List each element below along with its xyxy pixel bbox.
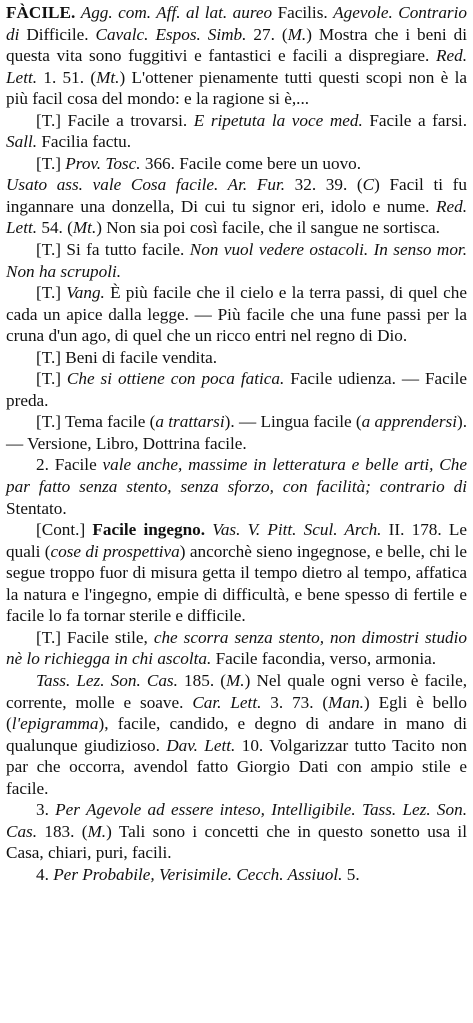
- entry-sense-3: 3. Per Agevole ad essere inteso, Intelligibile. Tass. Lez. Son. Cas. 183. (M.) Tali sono i concetti che in questo sonetto usa il Casa, chiari, puri, facili.: [6, 800, 468, 863]
- entry-subsense: [T.] Vang. È più facile che il cielo e la terra passi, di quel che cada un apice dalla legge. — Più facile che una fune passi per la cruna d'un ago, di quel che un ricco entri nel regno di Dio.: [6, 283, 468, 346]
- citation: Vang.: [66, 283, 105, 303]
- headword: FÀCILE.: [6, 3, 76, 22]
- entry-subsense: [T.] Prov. Tosc. 366. Facile come bere un uovo.: [36, 153, 362, 173]
- entry-sense-4: 4. Per Probabile, Verisimile. Cecch. Assiuol. 5.: [36, 864, 360, 884]
- entry-definition: FÀCILE. Agg. com. Aff. al lat. aureo Facilis. Agevole. Contrario di Difficile. Cavalc. Espos. Simb. 27. (M.) Mostra che i beni di questa vita sono fuggitivi e fantastici e facili a dispregiare. Red. Lett. 1. 51. (Mt.) L'ottener pienamente tutti questi scopi non è la più facil cosa del mondo: e la ragione si è,...: [6, 3, 467, 109]
- entry-subsense: [T.] Che si ottiene con poca fatica. Facile udienza. — Facile preda.: [6, 369, 467, 410]
- entry-subsense: [T.] Si fa tutto facile. Non vuol vedere ostacoli. In senso mor. Non ha scrupoli.: [6, 240, 468, 281]
- citation: Prov. Tosc.: [65, 153, 141, 173]
- citation: Vas. V. Pitt. Scul. Arch.: [212, 520, 382, 540]
- entry-subsense: Usato ass. vale Cosa facile. Ar. Fur. 32. 39. (C) Facil ti fu ingannare una donzella, Di cui tu signor eri, idolo e nume. Red. Lett. 54. (Mt.) Non sia poi così facile, che il sangue ne sortisca.: [6, 175, 467, 238]
- entry-subsense: [T.] Beni di facile vendita.: [36, 347, 218, 367]
- entry-subsense: [T.] Facile stile, che scorra senza stento, non dimostri studio nè lo richiegga in chi ascolta. Facile facondia, verso, armonia.: [6, 627, 467, 669]
- entry-sense-2: 2. Facile vale anche, massime in letteratura e belle arti, Che par fatto senza stento, senza sforzo, con facilità; contrario di Stentato.: [6, 455, 467, 518]
- citation: Red. Lett.: [6, 196, 467, 238]
- citation: Tass. Lez. Son. Cas.: [36, 670, 178, 690]
- citation: Car. Lett.: [192, 692, 262, 712]
- entry-subsense: Tass. Lez. Son. Cas. 185. (M.) Nel quale ogni verso è facile, corrente, molle e soave. Car. Lett. 3. 73. (Man.) Egli è bello (l'epigramma), facile, candido, e degno di andare in mano di qualunque giudizioso. Dav. Lett. 10. Volgarizzar tutto Tacito non par che occorra, avendol fatto Giorgio Dati con ampio stile e facile.: [6, 670, 468, 798]
- entry-subsense: [Cont.] Facile ingegno. Vas. V. Pitt. Scul. Arch. II. 178. Le quali (cose di prospettiva) ancorchè sieno ingegnose, e belle, chi le segue troppo fuor di misura getta il tempo dietro al tempo, affatica la natura e l'ingegno, empie di difficultà, e bene spesso di fertile e facile lo fa tornar sterile e difficile.: [6, 520, 468, 626]
- entry-subsense: [T.] Tema facile (a trattarsi). — Lingua facile (a apprendersi). — Versione, Libro, Dottrina facile.: [6, 412, 467, 453]
- entry-subsense: [T.] Facile a trovarsi. E ripetuta la voce med. Facile a farsi. Sall. Facilia factu.: [6, 110, 467, 152]
- citation: Sall.: [6, 132, 38, 152]
- citation: Cavalc. Espos. Simb.: [95, 24, 247, 44]
- citation: Red. Lett.: [6, 46, 467, 87]
- citation: Dav. Lett.: [166, 735, 236, 755]
